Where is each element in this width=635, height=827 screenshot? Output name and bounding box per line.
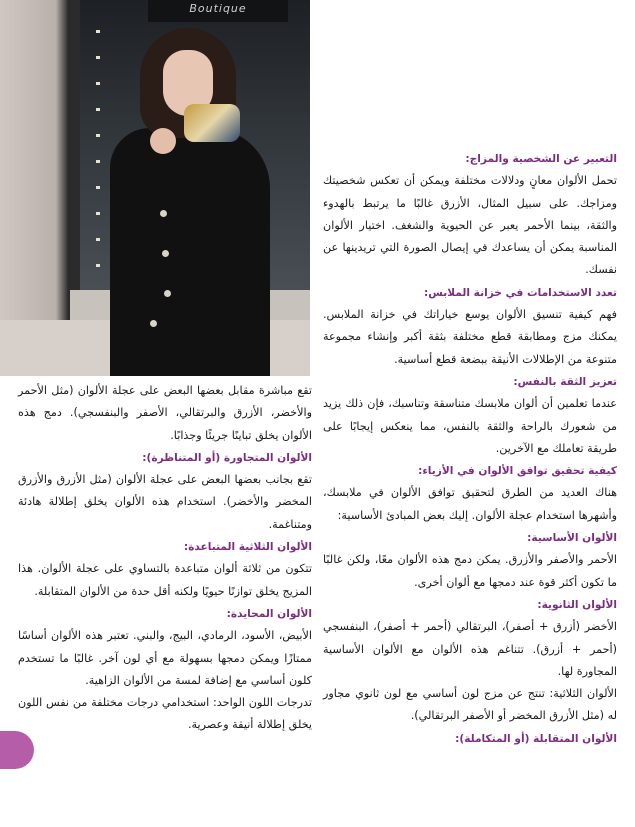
silk-scarf [184, 104, 240, 142]
coat-button [160, 210, 167, 217]
paragraph: الأحمر والأصفر والأزرق. يمكن دمج هذه الألوان معًا، ولكن غالبًا ما تكون أكثر قوة عند دمجها مع ألوان أخرى. [323, 553, 617, 589]
section-heading: التعبير عن الشخصية والمزاج: [465, 153, 617, 165]
section-heading: الألوان الأساسية: [527, 532, 617, 545]
paragraph [323, 683, 617, 728]
fashion-photo [0, 0, 310, 376]
section-heading: الألوان المتقابلة (أو المتكاملة): [455, 732, 617, 745]
shop-sign: Boutique [148, 0, 288, 22]
page-badge [0, 731, 34, 769]
paragraph: فهم كيفية تنسيق الألوان يوسع خياراتك في خزانة الملابس. يمكنك مزج ومطابقة قطع مختلفة بثقة أكبر وإنشاء مجموعة متنوعة من الإطلالات الأنيقة ببضعة قطع أساسية. [323, 308, 617, 366]
paragraph: هناك العديد من الطرق لتحقيق توافق الألوان في ملابسك، وأشهرها استخدام عجلة الألوان. إليك بعض المبادئ الأساسية: [323, 486, 617, 522]
section-heading: الألوان الثلاثية المتباعدة: [183, 541, 312, 554]
paragraph: تدرجات اللون الواحد: استخدامي درجات مختلفة من نفس اللون يخلق إطلالة أنيقة وعصرية. [18, 696, 312, 732]
coat-button [162, 250, 169, 257]
paragraph: عندما تعلمين أن ألوان ملابسك متناسقة وتناسبك، فإن ذلك يزيد من شعورك بالراحة والثقة بالنفس، مما ينعكس إيجابًا على طريقة تعاملك مع الآخرين. [323, 397, 617, 455]
section-heading: الألوان الثانوية: [537, 598, 617, 611]
model-hand [150, 128, 176, 154]
paragraph: تقع مباشرة مقابل بعضها البعض على عجلة الألوان (مثل الأحمر والأخضر، الأزرق والبرتقالي، الأصفر والبنفسجي). دمج هذه الألوان يخلق تباينًا جريئًا وجذابًا. [18, 384, 312, 442]
inline-text: تنتج عن مزج لون أساسي مع لون ثانوي مجاور له (مثل الأزرق المخضر أو الأصفر البرتقالي). [323, 687, 617, 723]
section-heading: تعدد الاستخدامات في خزانة الملابس: [424, 286, 617, 299]
string-lights [96, 30, 100, 280]
black-velvet-coat [110, 128, 270, 376]
paragraph: تحمل الألوان معانٍ ودلالات مختلفة ويمكن أن تعكس شخصيتك ومزاجك. على سبيل المثال، الأزرق غالبًا ما يرتبط بالهدوء والثقة، بينما الأحمر يعبر عن الحيوية والشغف. اختيار الألوان المناسبة يمكن أن يساعدك في إيصال الصورة التي تريدينها عن نفسك. [323, 174, 617, 277]
coat-button [150, 320, 157, 327]
section-heading: الألوان المحايدة: [226, 607, 312, 620]
section-heading: كيفية تحقيق توافق الألوان في الأزياء: [418, 465, 617, 478]
paragraph: تتكون من ثلاثة ألوان متباعدة بالتساوي على عجلة الألوان. هذا المزيج يخلق توازنًا حيويًا ولكنه أقل حدة من الألوان المتقابلة. [18, 562, 312, 598]
right-article-column [323, 148, 617, 750]
coat-button [164, 290, 171, 297]
paragraph: الأبيض، الأسود، الرمادي، البيج، والبني. تعتبر هذه الألوان أساسًا ممتازًا ويمكن دمجها بسهولة مع أي لون آخر. غالبًا ما تستخدم كلون أساسي مع إضافة لمسة من الألوان الزاهية. [18, 629, 312, 687]
left-article-column [18, 380, 312, 737]
inline-label: الألوان الثلاثية: [549, 687, 617, 701]
section-heading: الألوان المتجاورة (أو المتناظرة): [142, 451, 312, 464]
paragraph: الأخضر (أزرق + أصفر)، البرتقالي (أحمر + أصفر)، البنفسجي (أحمر + أزرق). تتناغم هذه الألوان مع الألوان الأساسية المجاورة لها. [323, 620, 617, 678]
paragraph: تقع بجانب بعضها البعض على عجلة الألوان (مثل الأزرق والأزرق المخضر والأخضر). استخدام هذه الألوان يخلق إطلالة هادئة ومتناغمة. [18, 473, 312, 531]
section-heading: تعزيز الثقة بالنفس: [513, 375, 617, 388]
